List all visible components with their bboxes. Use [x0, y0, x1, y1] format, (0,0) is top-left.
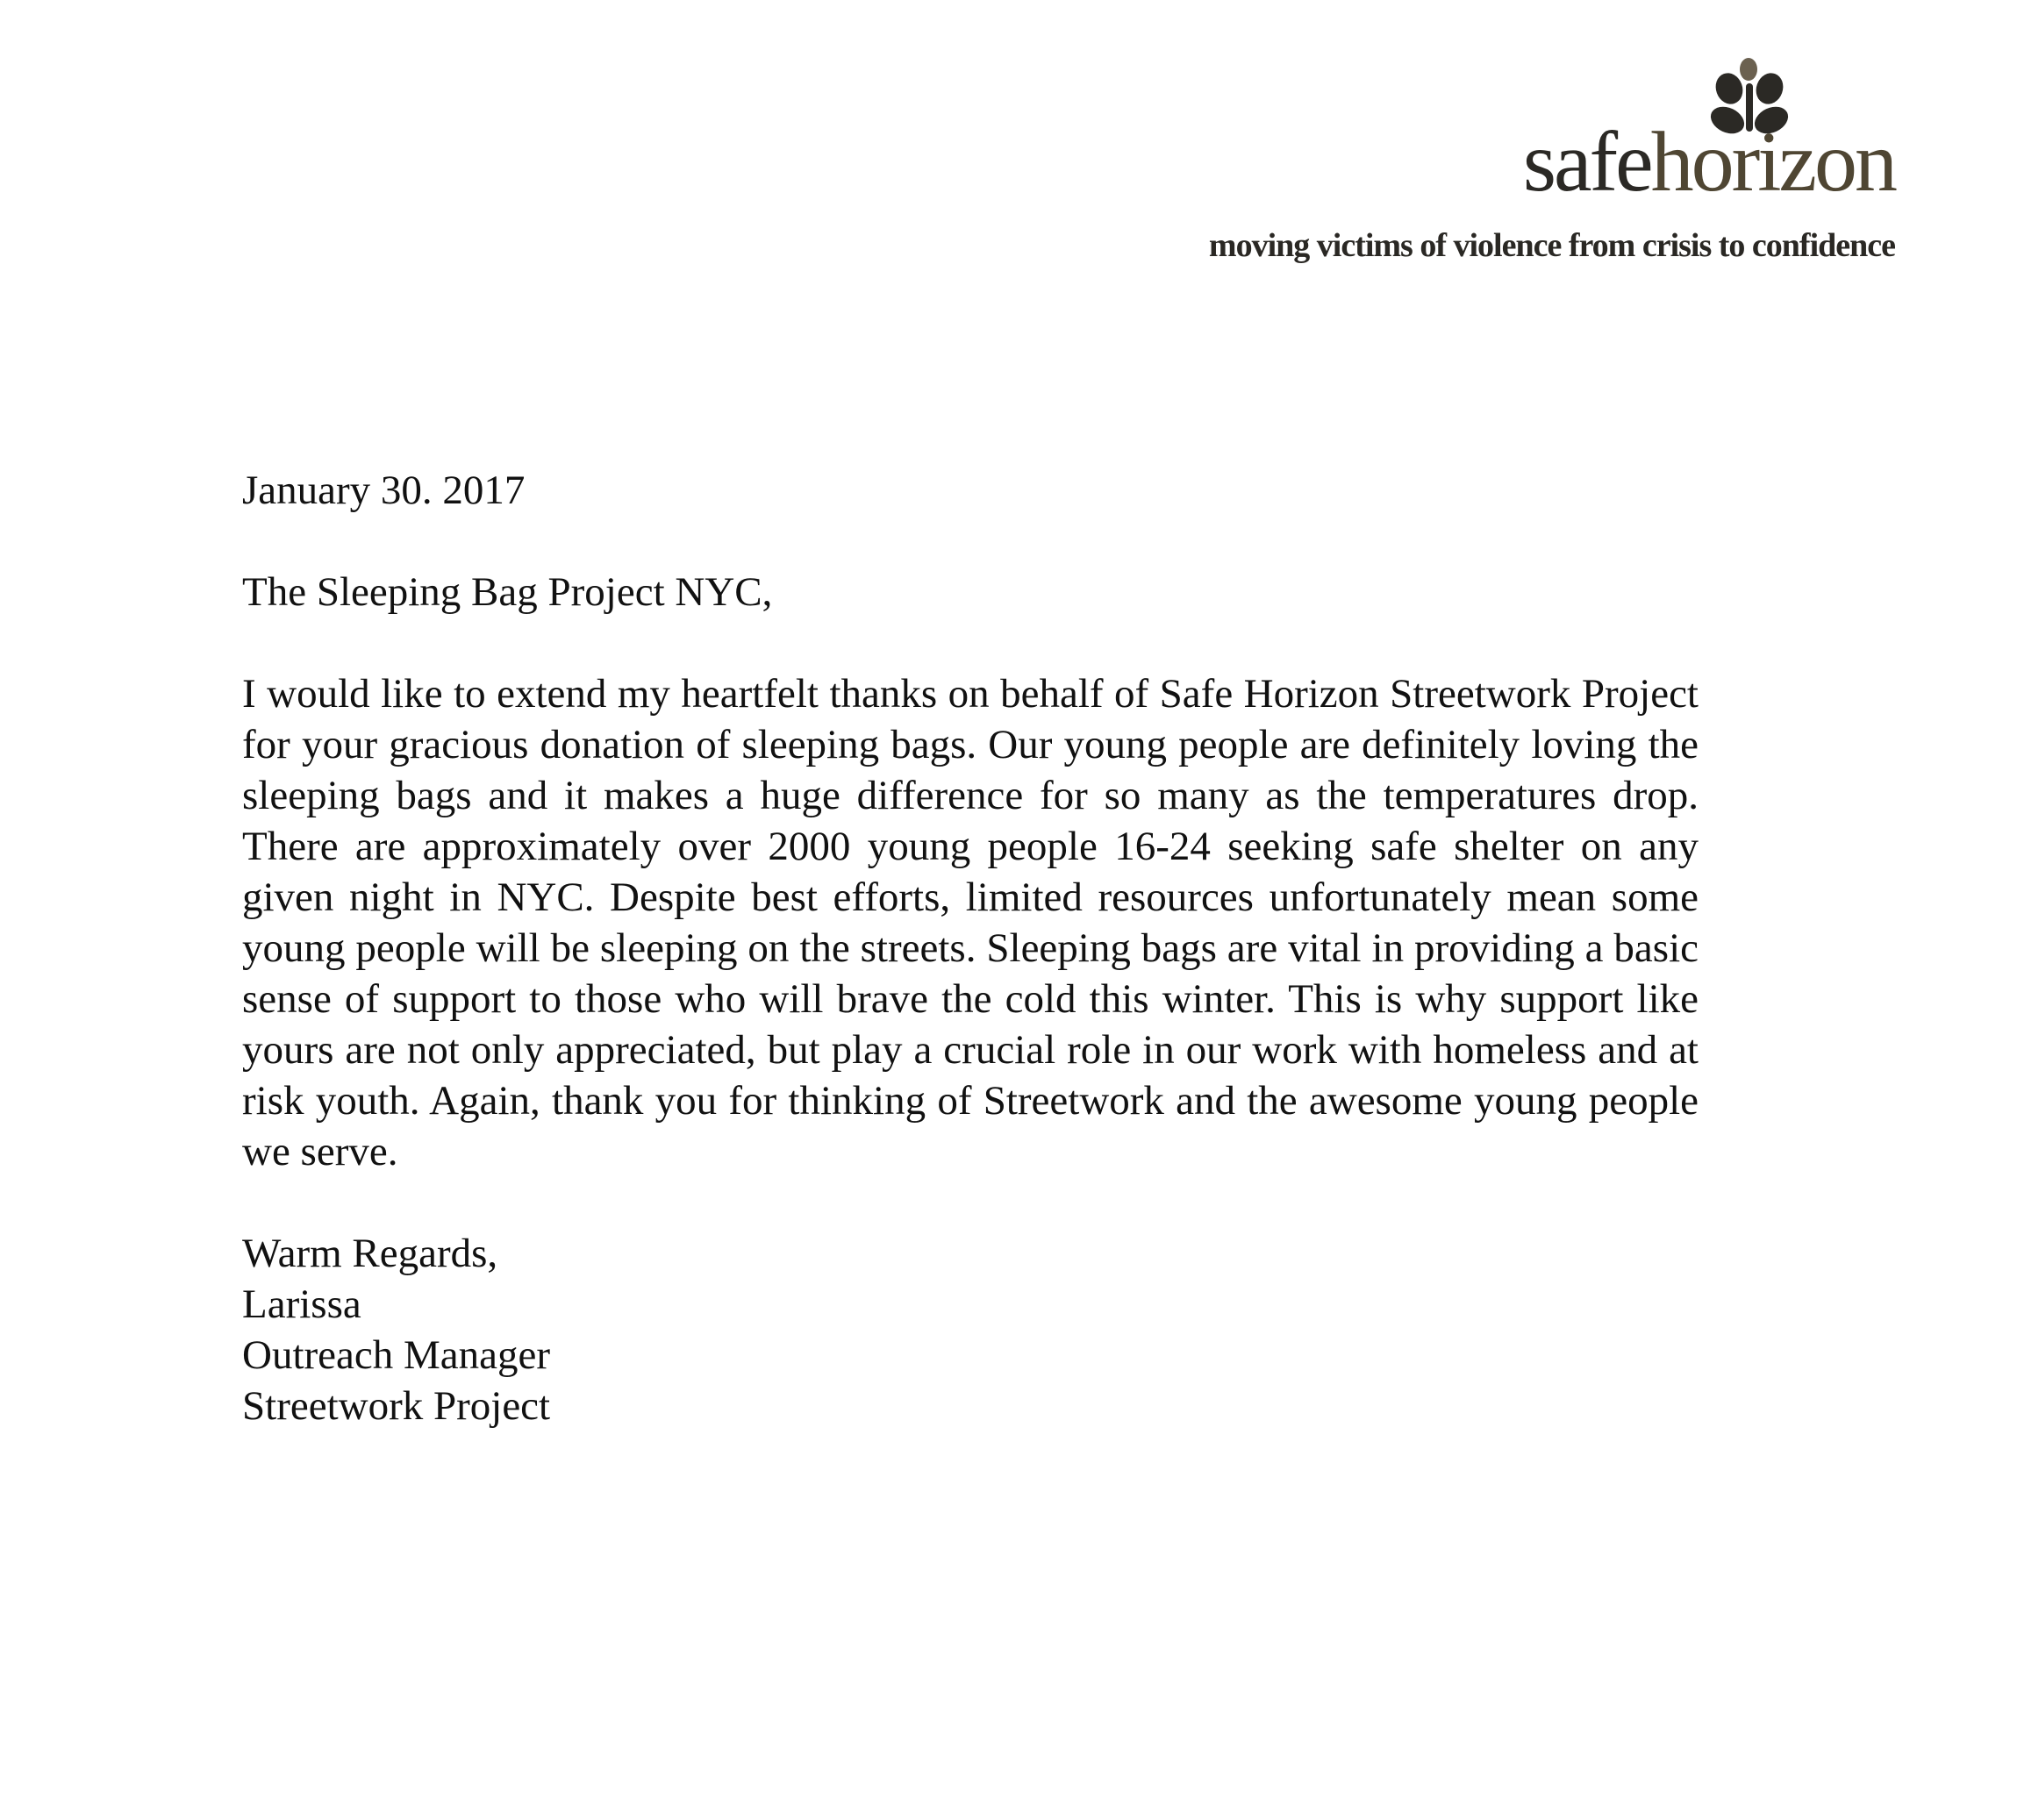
letter-content: [242, 465, 1699, 1431]
letter-date: January 30. 2017: [242, 467, 526, 513]
brand-wordmark: [1456, 114, 1895, 211]
signer-name: Larissa: [242, 1281, 361, 1327]
letter-body: I would like to extend my heartfelt thanks on behalf of Safe Horizon Streetwork Project for your gracious donation of sleeping bags. Our young people are definitely loving the sleeping bags and it makes a huge difference for so many as the temperatures drop. There are approximately over 2000 young people 16-24 seeking safe shelter on any given night in NYC. Despite best efforts, limited resources unfortunately mean some young people will be sleeping on the streets. Sleeping bags are vital in providing a basic sense of support to those who will brave the cold this winter. This is why support like yours are not only appreciated, but play a crucial role in our work with homeless and at risk youth. Again, thank you for thinking of Streetwork and the awesome young people we serve.: [242, 671, 1699, 1174]
letter-closing: Warm Regards,: [242, 1231, 498, 1276]
signer-title: Outreach Manager: [242, 1332, 551, 1378]
letter-salutation: The Sleeping Bag Project NYC,: [242, 569, 773, 615]
brand-wordmark-horizon: horizon: [1650, 115, 1895, 210]
signer-organization: Streetwork Project: [242, 1383, 551, 1429]
brand-wordmark-safe: safe: [1522, 115, 1651, 210]
brand-tagline: moving victims of violence from crisis to confidence: [1208, 227, 1895, 264]
